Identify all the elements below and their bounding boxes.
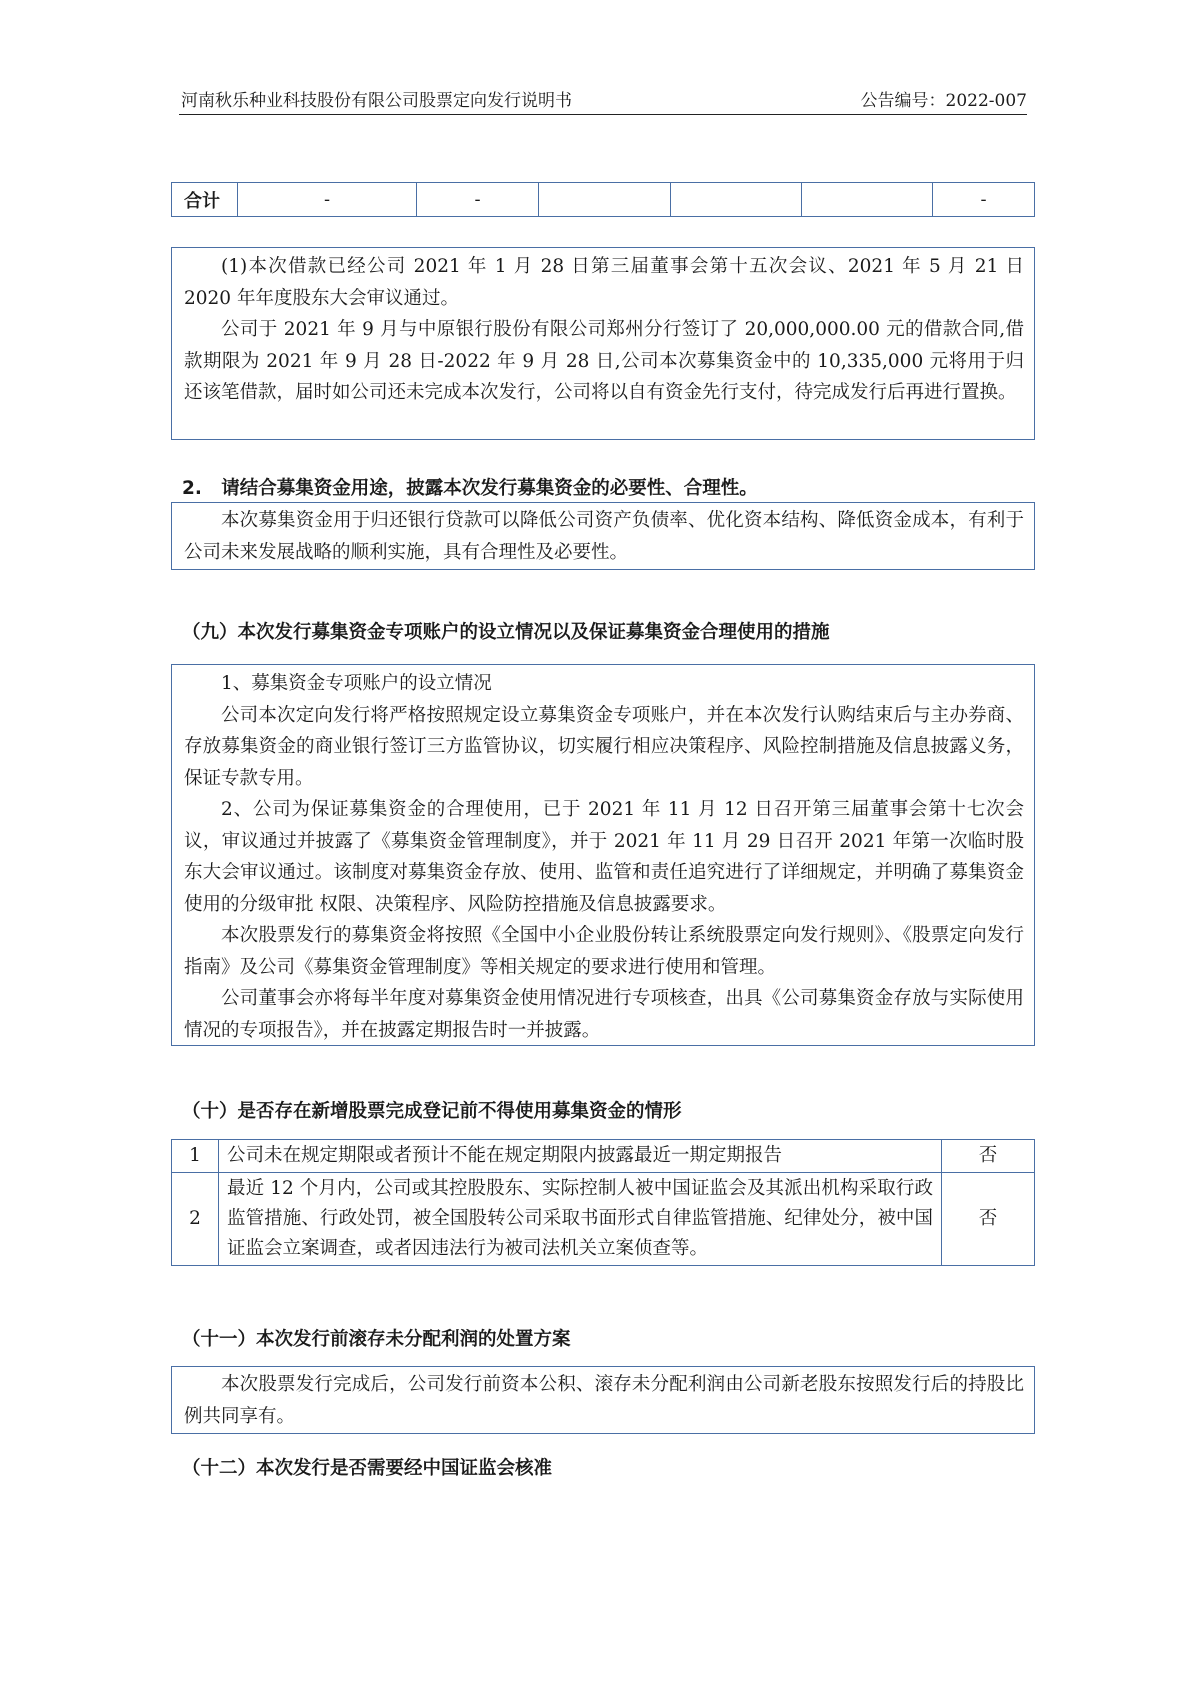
table-cell [539, 183, 671, 217]
loan-note-paragraph: 公司于 2021 年 9 月与中原银行股份有限公司郑州分行签订了 20,000,000.00 元的借款合同,借款期限为 2021 年 9 月 28 日-2022 年 9 月 28 日,公司本次募集资金中的 10,335,000 元将用于归还该笔借款，届时如公司还未完成本次发行，公司将以自有资金先行支付，待完成发行后再进行置换。 [184, 319, 1024, 403]
condition-answer: 否 [942, 1140, 1035, 1173]
special-account-box [171, 664, 1035, 1046]
paragraph: 本次股票发行的募集资金将按照《全国中小企业股份转让系统股票定向发行规则》、《股票定向发行指南》及公司《募集资金管理制度》等相关规定的要求进行使用和管理。 [184, 925, 1024, 978]
row-number: 1 [172, 1140, 219, 1173]
paragraph: 2、公司为保证募集资金的合理使用，已于 2021 年 11 月 12 日召开第三届董事会第十七次会议，审议通过并披露了《募集资金管理制度》，并于 2021 年 11 月 29 日召开 2021 年第一次临时股东大会审议通过。该制度对募集资金存放、使用、监管和责任追究进行了详细规定，并明确了募集资金使用的分级审批 权限、决策程序、风险防控措施及信息披露要求。 [184, 799, 1024, 915]
header-divider [179, 114, 1027, 115]
section-heading: （九）本次发行募集资金专项账户的设立情况以及保证募集资金合理使用的措施 [182, 622, 830, 643]
table-cell: - [238, 183, 417, 217]
section-heading: （十）是否存在新增股票完成登记前不得使用募集资金的情形 [182, 1101, 682, 1122]
section-heading: （十二）本次发行是否需要经中国证监会核准 [182, 1458, 553, 1479]
table-row [172, 1140, 1035, 1173]
loan-note-paragraph: (1)本次借款已经公司 2021 年 1 月 28 日第三届董事会第十五次会议、2021 年 5 月 21 日 2020 年年度股东大会审议通过。 [184, 256, 1024, 309]
document-title: 河南秋乐种业科技股份有限公司股票定向发行说明书 [181, 91, 572, 111]
section-heading: （十一）本次发行前滚存未分配利润的处置方案 [182, 1329, 571, 1350]
paragraph: 公司董事会亦将每半年度对募集资金使用情况进行专项核查，出具《公司募集资金存放与实际使用情况的专项报告》，并在披露定期报告时一并披露。 [184, 988, 1024, 1041]
paragraph: 公司本次定向发行将严格按照规定设立募集资金专项账户，并在本次发行认购结束后与主办券商、存放募集资金的商业银行签订三方监管协议，切实履行相应决策程序、风险控制措施及信息披露义务，保证专款专用。 [184, 704, 1024, 789]
table-row [172, 1173, 1035, 1266]
condition-text: 最近 12 个月内，公司或其控股股东、实际控制人被中国证监会及其派出机构采取行政监管措施、行政处罚，被全国股转公司采取书面形式自律监管措施、纪律处分，被中国证监会立案调查，或者因违法行为被司法机关立案侦查等。 [219, 1173, 942, 1266]
necessity-box [171, 502, 1035, 570]
summary-label: 合计 [172, 183, 238, 217]
necessity-text: 本次募集资金用于归还银行贷款可以降低公司资产负债率、优化资本结构、降低资金成本，有利于公司未来发展战略的顺利实施，具有合理性及必要性。 [184, 510, 1024, 563]
conditions-table [171, 1139, 1035, 1266]
paragraph: 1、募集资金专项账户的设立情况 [221, 673, 492, 694]
summary-table [171, 182, 1035, 217]
table-row [172, 183, 1035, 217]
profit-distribution-text: 本次股票发行完成后，公司发行前资本公积、滚存未分配利润由公司新老股东按照发行后的持股比例共同享有。 [184, 1374, 1024, 1427]
loan-note-box [171, 247, 1035, 440]
table-cell [802, 183, 933, 217]
table-cell: - [417, 183, 539, 217]
row-number: 2 [172, 1173, 219, 1266]
table-cell: - [933, 183, 1035, 217]
profit-distribution-box [171, 1366, 1035, 1434]
condition-answer: 否 [942, 1173, 1035, 1266]
section-heading: 2. 请结合募集资金用途，披露本次发行募集资金的必要性、合理性。 [182, 478, 758, 499]
table-cell [671, 183, 802, 217]
condition-text: 公司未在规定期限或者预计不能在规定期限内披露最近一期定期报告 [219, 1140, 942, 1173]
notice-number: 公告编号：2022-007 [860, 91, 1027, 111]
